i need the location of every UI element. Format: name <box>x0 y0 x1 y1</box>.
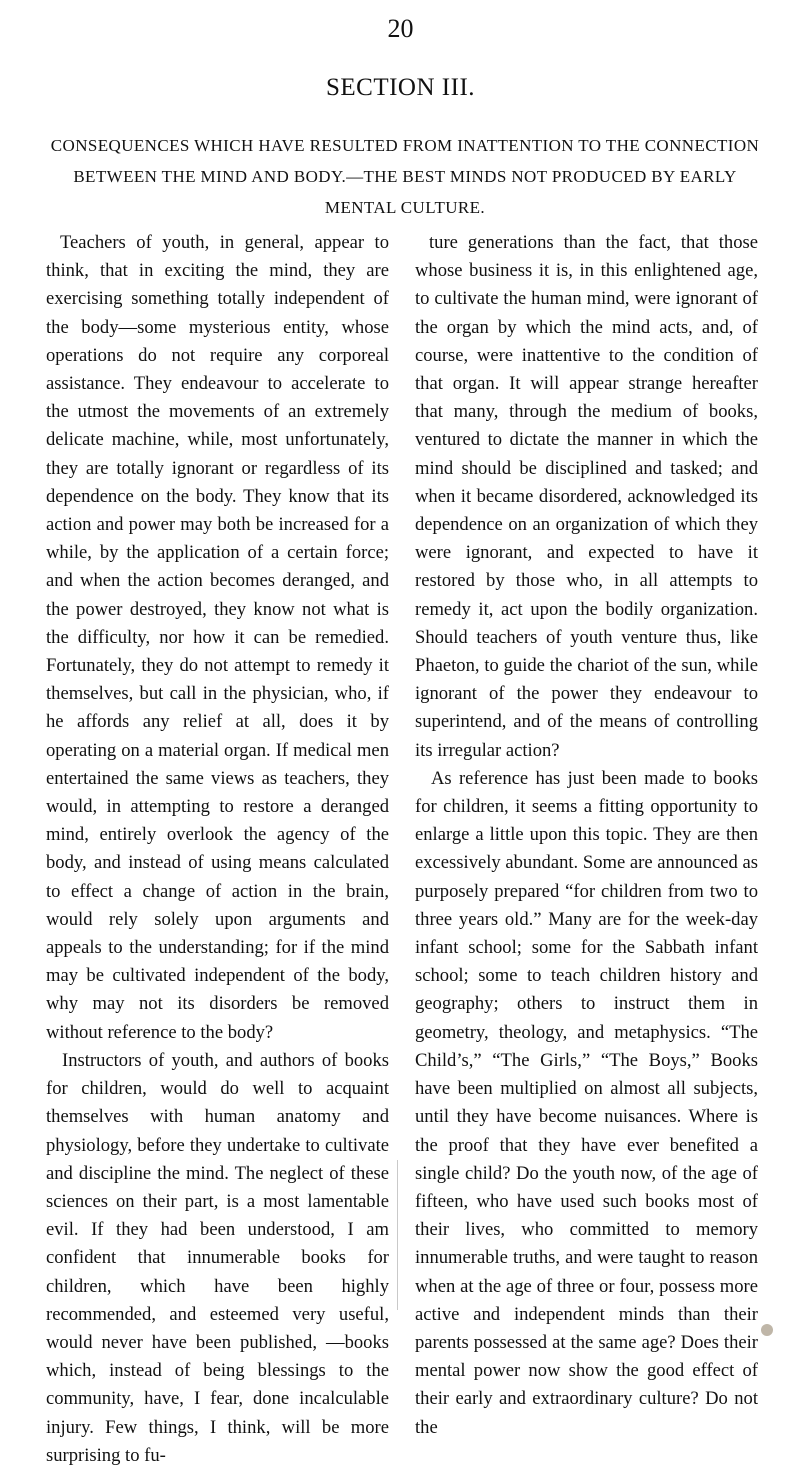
section-subtitle: CONSEQUENCES WHICH HAVE RESULTED FROM INATTENTION TO THE CONNECTION BETWEEN THE MIND AND BODY.—THE BEST MINDS NOT PRODUCED BY EARLY MENTAL CULTURE. <box>50 136 760 217</box>
paragraph: ture generations than the fact, that those whose business it is, in this enlightened age, to cultivate the human mind, were ignorant of the organ by which the mind acts, and, of course, were inattentive to the condition of that organ. It will appear strange hereafter that many, through the medium of books, ventured to dictate the manner in which the mind should be disciplined and tasked; and when it became disordered, acknowledged its dependence on an organization of which they were ignorant, and expected to have it restored by those who, in all attempts to remedy it, act upon the bodily organization. Should teachers of youth venture thus, like Phaeton, to guide the chariot of the sun, while ignorant of the power they endeavour to superintend, and of the means of controlling its irregular action? <box>415 232 758 761</box>
paragraph: Instructors of youth, and authors of books for children, would do well to acquaint themselves with human anatomy and physiology, before they undertake to cultivate and discipline the mind. The neglect of these sciences on their part, is a most lamentable evil. If they had been understood, I am confident that innumerable books for children, which have been highly recommended, and esteemed very useful, would never have been published, —books which, instead of being blessings to the community, have, I fear, done incalculable injury. Few things, I think, will be more surprising to fu- <box>46 1049 389 1466</box>
ink-spot-mark <box>761 1324 773 1336</box>
section-title: SECTION III. <box>325 74 476 101</box>
page-number: 20 <box>387 14 414 43</box>
column-divider <box>397 1160 398 1310</box>
paragraph: Teachers of youth, in general, appear to think, that in exciting the mind, they are exercising something totally independent of the body—some mysterious entity, whose operations do not require any corporeal assistance. They endeavour to accelerate to the utmost the movements of an extremely delicate machine, while, most unfortunately, they are totally ignorant or regardless of its dependence on the body. They know that its action and power may both be increased for a while, by the application of a certain force; and when the action becomes deranged, and the power destroyed, they know not what is the difficulty, nor how it can be remedied. Fortunately, they do not attempt to remedy it themselves, but call in the physician, who, if he affords any relief at all, does it by operating on a material organ. If medical men entertained the same views as teachers, they would, in attempting to restore a deranged mind, entirely overlook the agency of the body, and instead of using means calculated to effect a change of action in the brain, would rely solely upon arguments and appeals to the understanding; for if the mind may be cultivated independent of the body, why may not its disorders be removed without reference to the body? <box>46 232 389 1043</box>
right-column <box>415 229 758 1442</box>
paragraph: As reference has just been made to books for children, it seems a fitting opportunity to enlarge a little upon this topic. They are then excessively abundant. Some are announced as purposely prepared “for children from two to three years old.” Many are for the week-day infant school; some for the Sabbath infant school; some to teach children history and geography; others to instruct them in geometry, theology, and metaphysics. “The Child’s,” “The Girls,” “The Boys,” Books have been multiplied on almost all subjects, until they have become nuisances. Where is the proof that they have ever benefited a single child? Do the youth now, of the age of fifteen, who have used such books most of their lives, who committed to memory innumerable truths, and were taught to reason when at the age of three or four, possess more active and independent minds than their parents possessed at the same age? Does their mental power now show the good effect of their early and extraordinary culture? Do not the <box>415 767 758 1438</box>
left-column <box>46 229 389 1470</box>
